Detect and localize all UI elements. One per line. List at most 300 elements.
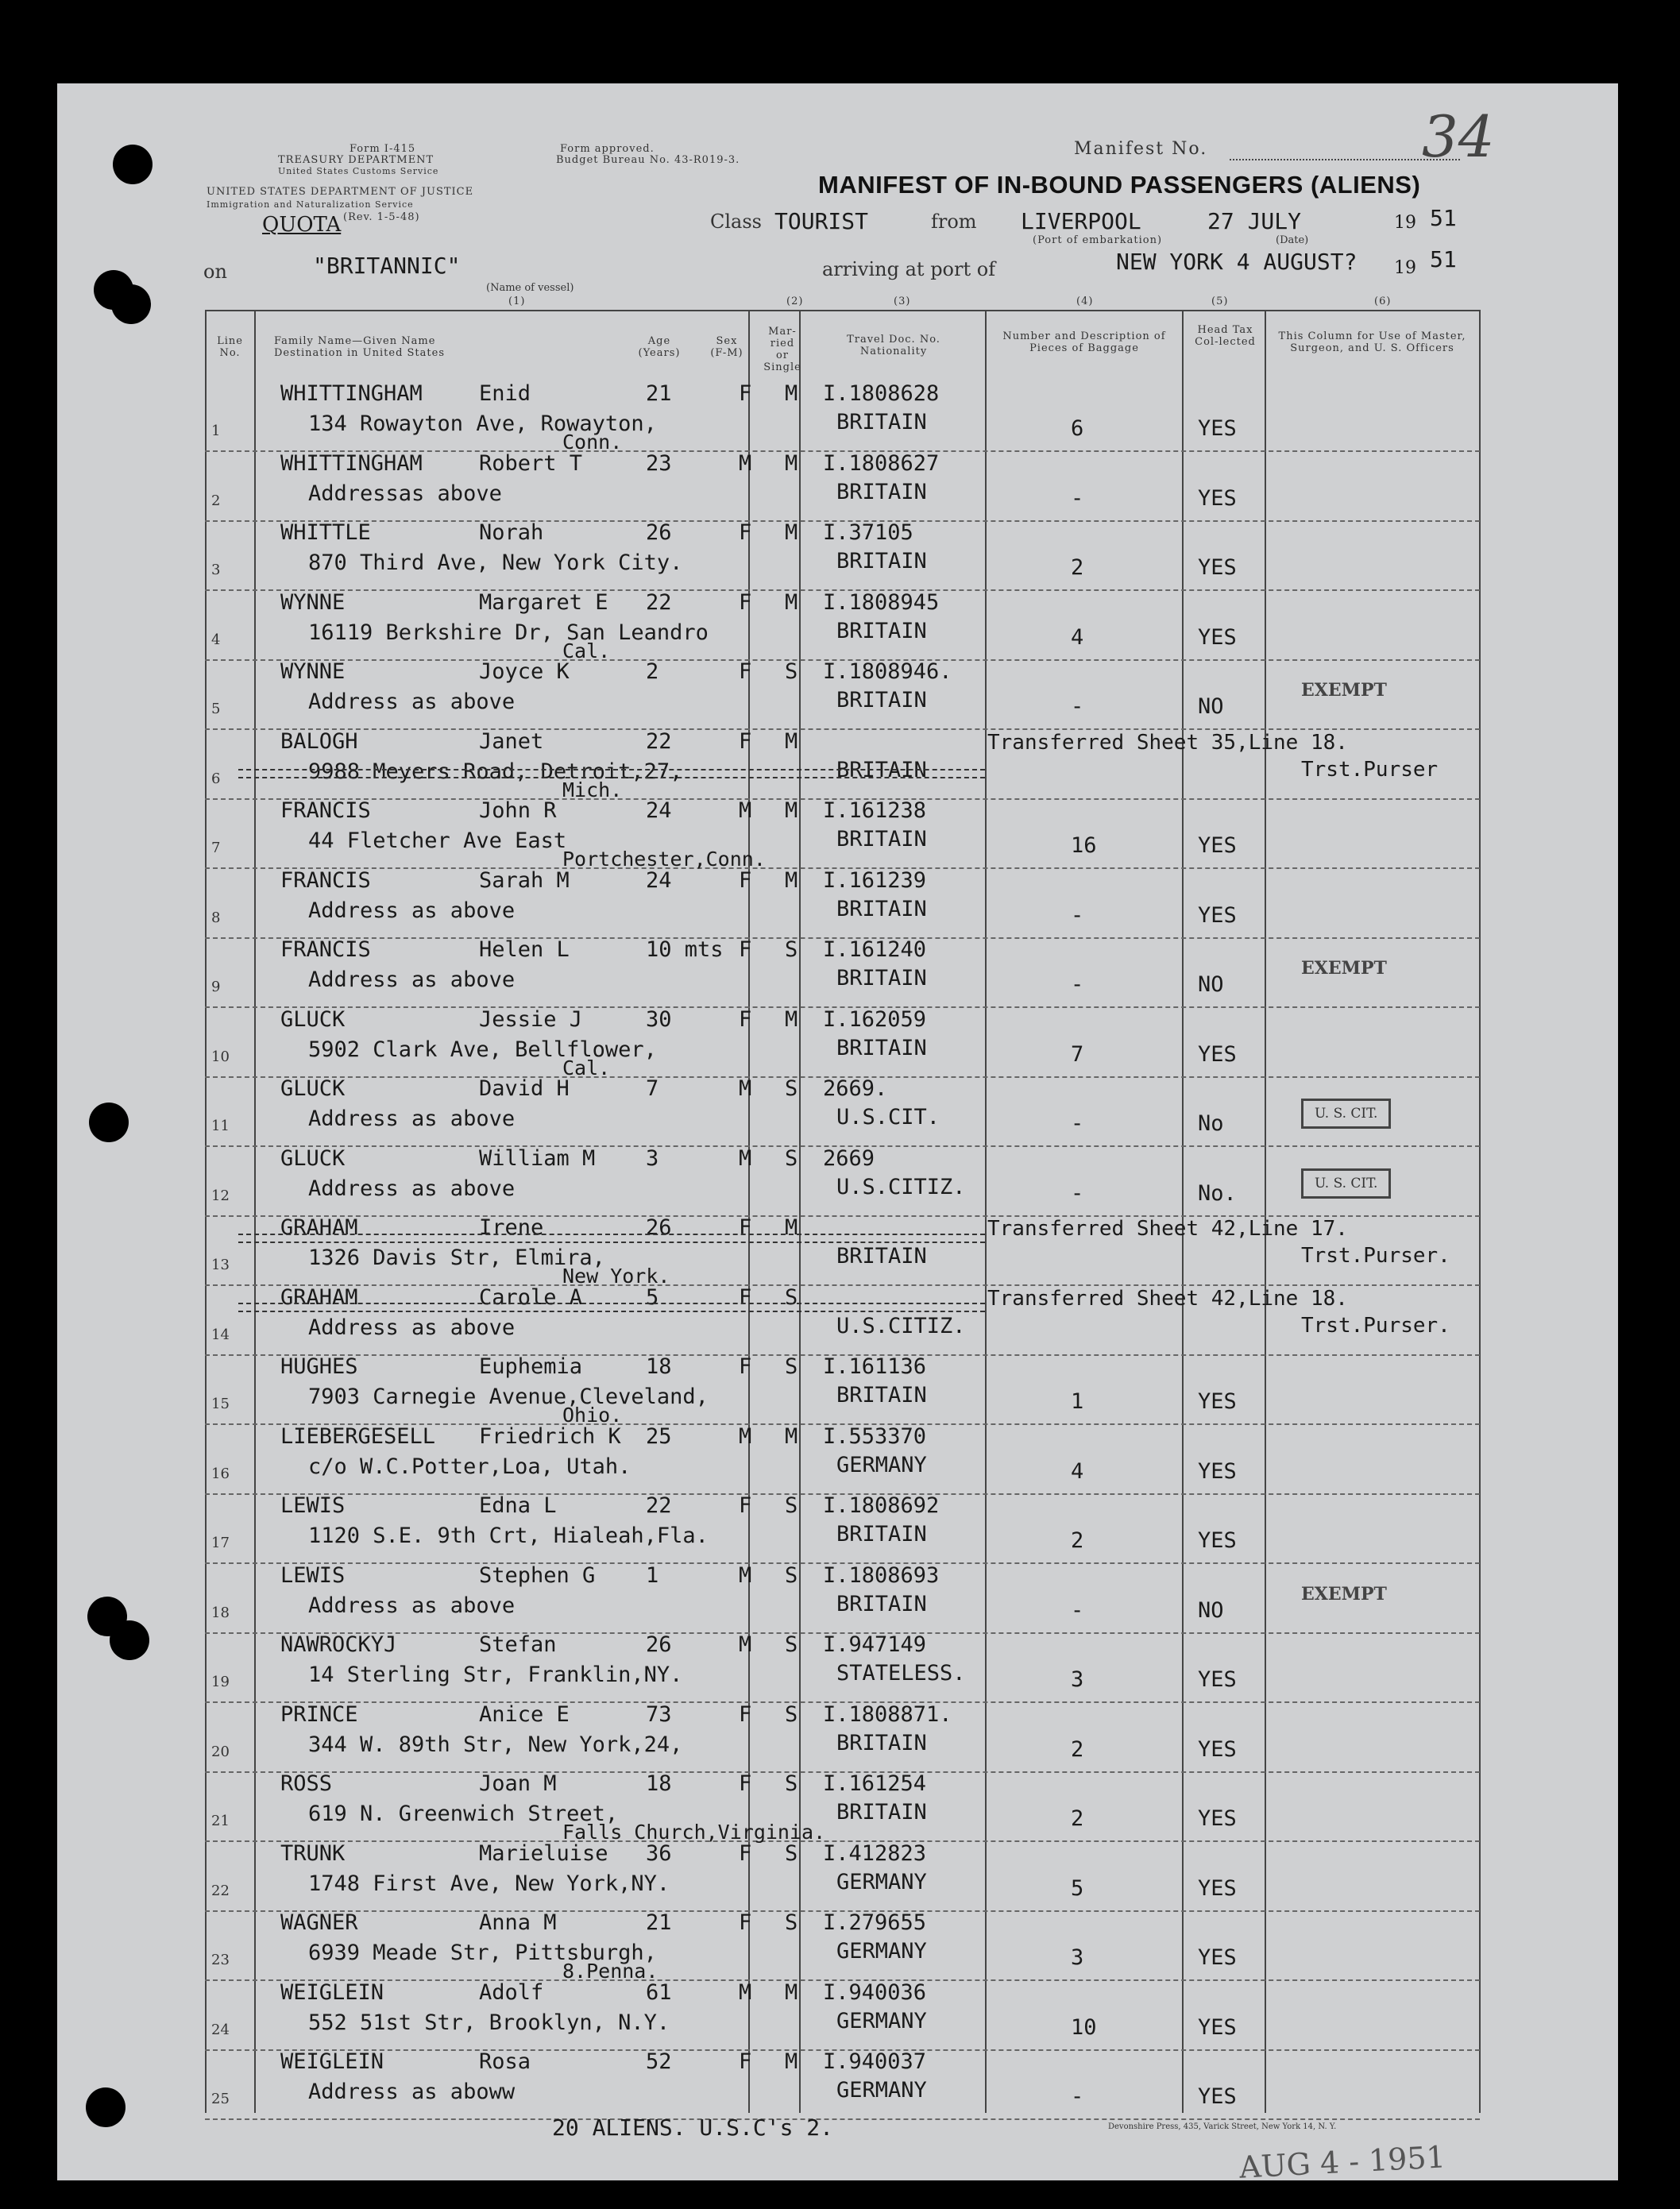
class-label: Class xyxy=(710,210,762,233)
punch-hole xyxy=(113,145,153,184)
address-line1: 1120 S.E. 9th Crt, Hialeah,Fla. xyxy=(308,1524,709,1548)
manifest-number: 34 xyxy=(1422,103,1495,170)
marital-status: S xyxy=(785,1354,798,1379)
age: 36 xyxy=(646,1840,672,1866)
table-row xyxy=(205,1076,1480,1147)
family-name: WHITTINGHAM xyxy=(280,381,423,406)
table-row xyxy=(205,1980,1480,2051)
nationality: GERMANY xyxy=(836,1452,927,1477)
manifest-no-label: Manifest No. xyxy=(1074,139,1208,159)
marital-status: M xyxy=(785,381,798,406)
given-name: William M xyxy=(479,1145,596,1171)
table-row xyxy=(205,1563,1480,1634)
travel-doc-number: 2669. xyxy=(823,1076,888,1101)
table-row xyxy=(205,1841,1480,1912)
line-number: 3 xyxy=(211,562,221,578)
head-tax: YES xyxy=(1198,1389,1237,1414)
marital-status: M xyxy=(785,798,798,823)
head-tax: NO xyxy=(1198,1597,1224,1623)
page-title: MANIFEST OF IN-BOUND PASSENGERS (ALIENS) xyxy=(818,171,1421,199)
punch-hole xyxy=(110,1620,149,1660)
sex: F xyxy=(739,1910,752,1935)
address-line2: Cal. xyxy=(562,639,611,662)
age: 25 xyxy=(646,1423,672,1449)
given-name: Stefan xyxy=(479,1632,557,1657)
travel-doc-number: I.940036 xyxy=(823,1979,927,2005)
line-number: 19 xyxy=(211,1674,230,1690)
form-revision: (Rev. 1-5-48) xyxy=(343,211,420,223)
marital-status: M xyxy=(785,1215,798,1240)
baggage: 2 xyxy=(1071,1736,1084,1762)
line-number: 24 xyxy=(211,2021,230,2038)
address-line1: 1326 Davis Str, Elmira, xyxy=(308,1245,605,1270)
nationality: BRITAIN xyxy=(836,1800,927,1825)
line-number: 5 xyxy=(211,701,221,717)
given-name: David H xyxy=(479,1076,570,1101)
header-travel-doc: Travel Doc. No. Nationality xyxy=(847,334,940,357)
marital-status: S xyxy=(785,1562,798,1588)
given-name: Euphemia xyxy=(479,1354,583,1379)
marital-status: M xyxy=(785,728,798,754)
address-line1: 619 N. Greenwich Street, xyxy=(308,1802,619,1826)
sex: F xyxy=(739,1701,752,1727)
baggage: 16 xyxy=(1071,833,1097,858)
form-number: Form I-415 xyxy=(350,143,416,155)
strike-line xyxy=(238,1234,985,1235)
address-line1: Address as above xyxy=(308,1593,516,1618)
family-name: WHITTINGHAM xyxy=(280,450,423,476)
family-name: WEIGLEIN xyxy=(280,1979,384,2005)
table-row xyxy=(205,590,1480,661)
nationality: STATELESS. xyxy=(836,1661,966,1686)
given-name: Helen L xyxy=(479,937,570,962)
table-row xyxy=(205,729,1480,800)
address-line1: 6939 Meade Str, Pittsburgh, xyxy=(308,1941,657,1965)
table-row xyxy=(205,798,1480,869)
travel-doc-number: I.553370 xyxy=(823,1423,927,1449)
baggage: 2 xyxy=(1071,1806,1084,1831)
col-num-4: (4) xyxy=(1076,295,1094,307)
sex: F xyxy=(739,1215,752,1240)
family-name: FRANCIS xyxy=(280,867,371,893)
travel-doc-number: 2669 xyxy=(823,1145,875,1171)
travel-doc-number: I.1808871. xyxy=(823,1701,952,1727)
family-name: WEIGLEIN xyxy=(280,2049,384,2074)
nationality: BRITAIN xyxy=(836,1244,927,1269)
address-line1: 14 Sterling Str, Franklin,NY. xyxy=(308,1663,683,1687)
vessel-name: "BRITANNIC" xyxy=(313,253,461,279)
family-name: GLUCK xyxy=(280,1145,346,1171)
line-number: 4 xyxy=(211,631,221,648)
marital-status: M xyxy=(785,450,798,476)
travel-doc-number: I.1808945 xyxy=(823,589,940,615)
address-line2: Cal. xyxy=(562,1056,611,1079)
line-number: 20 xyxy=(211,1743,230,1760)
head-tax: NO xyxy=(1198,694,1224,719)
baggage: - xyxy=(1071,485,1084,511)
date-stamp: AUG 4 - 1951 xyxy=(1238,2139,1446,2185)
head-tax: YES xyxy=(1198,1041,1237,1067)
head-tax: YES xyxy=(1198,1528,1237,1553)
given-name: Anna M xyxy=(479,1910,557,1935)
col-num-2: (2) xyxy=(786,295,804,307)
line-number: 15 xyxy=(211,1396,230,1412)
marital-status: M xyxy=(785,2049,798,2074)
baggage: 3 xyxy=(1071,1945,1084,1970)
marital-status: S xyxy=(785,937,798,962)
arriving-label: arriving at port of xyxy=(822,258,996,280)
baggage: 4 xyxy=(1071,624,1084,650)
given-name: Janet xyxy=(479,728,544,754)
sex: M xyxy=(739,1423,752,1449)
baggage: - xyxy=(1071,1111,1084,1136)
given-name: Margaret E xyxy=(479,589,608,615)
age: 10 mts xyxy=(646,937,724,962)
year-prefix-2: 19 xyxy=(1394,258,1416,278)
marital-status: S xyxy=(785,1145,798,1171)
address-line1: Address as above xyxy=(308,898,516,923)
printer-imprint: Devonshire Press, 435, Varick Street, New York 14, N. Y. xyxy=(1108,2122,1337,2131)
port-embarkation-label: (Port of embarkation) xyxy=(1033,234,1163,246)
travel-doc-number: I.279655 xyxy=(823,1910,927,1935)
family-name: BALOGH xyxy=(280,728,358,754)
given-name: Norah xyxy=(479,520,544,545)
officer-note: U. S. CIT. xyxy=(1301,1099,1391,1129)
nationality: BRITAIN xyxy=(836,1591,927,1616)
officer-note: EXEMPT xyxy=(1301,958,1387,979)
given-name: Adolf xyxy=(479,1979,544,2005)
baggage: 4 xyxy=(1071,1458,1084,1484)
family-name: FRANCIS xyxy=(280,937,371,962)
marital-status: S xyxy=(785,659,798,684)
travel-doc-number: I.1808692 xyxy=(823,1493,940,1518)
officer-note: EXEMPT xyxy=(1301,680,1387,701)
age: 18 xyxy=(646,1771,672,1796)
age: 22 xyxy=(646,1493,672,1518)
nationality: BRITAIN xyxy=(836,827,927,852)
line-number: 22 xyxy=(211,1882,230,1899)
head-tax: No xyxy=(1198,1111,1224,1136)
strike-line xyxy=(238,1311,985,1312)
head-tax: YES xyxy=(1198,833,1237,858)
nationality: BRITAIN xyxy=(836,549,927,573)
marital-status: M xyxy=(785,520,798,545)
age: 30 xyxy=(646,1006,672,1032)
line-number: 18 xyxy=(211,1604,230,1621)
given-name: Stephen G xyxy=(479,1562,596,1588)
line-number: 10 xyxy=(211,1048,230,1065)
age: 73 xyxy=(646,1701,672,1727)
address-line1: c/o W.C.Potter,Loa, Utah. xyxy=(308,1454,631,1479)
nationality: BRITAIN xyxy=(836,410,927,434)
dept-customs: United States Customs Service xyxy=(278,166,439,176)
address-line1: Address as above xyxy=(308,1315,516,1340)
officer-note: Trst.Purser xyxy=(1301,757,1439,782)
sex: M xyxy=(739,1632,752,1657)
sex: F xyxy=(739,589,752,615)
baggage: 2 xyxy=(1071,555,1084,580)
sex: F xyxy=(739,1284,752,1310)
baggage: 6 xyxy=(1071,416,1084,441)
head-tax: YES xyxy=(1198,555,1237,580)
line-number: 21 xyxy=(211,1813,230,1829)
marital-status: M xyxy=(785,1006,798,1032)
table-row xyxy=(205,1007,1480,1078)
marital-status: S xyxy=(785,1701,798,1727)
head-tax: YES xyxy=(1198,1945,1237,1970)
address-line1: Addressas above xyxy=(308,481,502,506)
address-line1: 16119 Berkshire Dr, San Leandro xyxy=(308,620,709,645)
table-row xyxy=(205,1424,1480,1495)
baggage: - xyxy=(1071,2084,1084,2109)
sex: F xyxy=(739,1840,752,1866)
baggage: 7 xyxy=(1071,1041,1084,1067)
age: 3 xyxy=(646,1145,659,1171)
dept-treasury: TREASURY DEPARTMENT xyxy=(278,154,434,166)
sex: F xyxy=(739,1493,752,1518)
address-line1: 870 Third Ave, New York City. xyxy=(308,550,683,575)
given-name: John R xyxy=(479,798,557,823)
age: 23 xyxy=(646,450,672,476)
family-name: GRAHAM xyxy=(280,1215,358,1240)
head-tax: YES xyxy=(1198,2084,1237,2109)
given-name: Anice E xyxy=(479,1701,570,1727)
nationality: U.S.CIT. xyxy=(836,1105,940,1130)
nationality: U.S.CITIZ. xyxy=(836,1174,966,1199)
line-number: 25 xyxy=(211,2091,230,2107)
head-tax: YES xyxy=(1198,1875,1237,1901)
sex: F xyxy=(739,1006,752,1032)
baggage: 10 xyxy=(1071,2014,1097,2040)
family-name: WYNNE xyxy=(280,589,346,615)
head-tax: YES xyxy=(1198,416,1237,441)
family-name: HUGHES xyxy=(280,1354,358,1379)
line-number: 7 xyxy=(211,840,221,856)
address-line1: Address as above xyxy=(308,967,516,992)
dept-justice: UNITED STATES DEPARTMENT OF JUSTICE xyxy=(207,186,474,198)
marital-status: S xyxy=(785,1840,798,1866)
strike-line xyxy=(238,777,985,778)
sex: F xyxy=(739,867,752,893)
table-row xyxy=(205,937,1480,1008)
sex: F xyxy=(739,1771,752,1796)
line-number: 1 xyxy=(211,423,221,439)
nationality: U.S.CITIZ. xyxy=(836,1313,966,1338)
family-name: WHITTLE xyxy=(280,520,371,545)
table-row xyxy=(205,520,1480,591)
table-row xyxy=(205,1702,1480,1773)
dept-immigration: Immigration and Naturalization Service xyxy=(207,199,414,210)
travel-doc-number: I.1808627 xyxy=(823,450,940,476)
baggage: 1 xyxy=(1071,1389,1084,1414)
age: 1 xyxy=(646,1562,659,1588)
table-row xyxy=(205,1771,1480,1842)
nationality: BRITAIN xyxy=(836,1383,927,1408)
on-label: on xyxy=(203,261,227,283)
marital-status: S xyxy=(785,1771,798,1796)
address-line1: Address as above xyxy=(308,689,516,714)
table-row xyxy=(205,1910,1480,1981)
sex: F xyxy=(739,381,752,406)
address-line2: Conn. xyxy=(562,431,623,454)
address-line2: Falls Church,Virginia. xyxy=(562,1821,826,1844)
head-tax: YES xyxy=(1198,1667,1237,1692)
age: 24 xyxy=(646,867,672,893)
sex: M xyxy=(739,1076,752,1101)
address-line1: 7903 Carnegie Avenue,Cleveland, xyxy=(308,1384,709,1409)
table-row xyxy=(205,381,1480,452)
line-number: 14 xyxy=(211,1326,230,1343)
travel-doc-number: I.1808693 xyxy=(823,1562,940,1588)
address-line2: Portchester,Conn. xyxy=(562,848,766,871)
departure-date: 27 JULY xyxy=(1207,208,1302,234)
baggage: - xyxy=(1071,902,1084,928)
family-name: GRAHAM xyxy=(280,1284,358,1310)
travel-doc-number: I.412823 xyxy=(823,1840,927,1866)
col-num-3: (3) xyxy=(894,295,911,307)
address-line1: Address as above xyxy=(308,1176,516,1201)
address-line1: 1748 First Ave, New York,NY. xyxy=(308,1871,670,1896)
summary-count: 20 ALIENS. U.S.C's 2. xyxy=(552,2114,834,2141)
sex: F xyxy=(739,728,752,754)
line-number: 13 xyxy=(211,1257,230,1273)
age: 7 xyxy=(646,1076,659,1101)
family-name: LEWIS xyxy=(280,1493,346,1518)
col-num-1: (1) xyxy=(508,295,526,307)
given-name: Joan M xyxy=(479,1771,557,1796)
table-row xyxy=(205,1215,1480,1286)
travel-doc-number: I.161240 xyxy=(823,937,927,962)
sex: M xyxy=(739,1979,752,2005)
table-row xyxy=(205,1493,1480,1564)
header-head-tax: Head Tax Col-lected xyxy=(1195,324,1256,348)
year-prefix-1: 19 xyxy=(1394,213,1416,233)
baggage: Transferred Sheet 42,Line 18. xyxy=(987,1286,1348,1311)
header-line-no: Line No. xyxy=(217,335,243,359)
baggage: 3 xyxy=(1071,1667,1084,1692)
age: 18 xyxy=(646,1354,672,1379)
age: 22 xyxy=(646,728,672,754)
head-tax: YES xyxy=(1198,485,1237,511)
arrival-year: 51 xyxy=(1430,246,1457,272)
date-label: (Date) xyxy=(1276,234,1309,246)
marital-status: M xyxy=(785,1423,798,1449)
age: 26 xyxy=(646,520,672,545)
travel-doc-number: I.1808628 xyxy=(823,381,940,406)
line-number: 16 xyxy=(211,1465,230,1482)
header-officers: This Column for Use of Master, Surgeon, and U. S. Officers xyxy=(1278,330,1466,354)
given-name: Sarah M xyxy=(479,867,570,893)
header-age: Age (Years) xyxy=(638,335,681,359)
header-sex: Sex (F-M) xyxy=(710,335,743,359)
family-name: FRANCIS xyxy=(280,798,371,823)
nationality: GERMANY xyxy=(836,2078,927,2103)
given-name: Joyce K xyxy=(479,659,570,684)
from-label: from xyxy=(931,210,977,233)
sex: M xyxy=(739,1562,752,1588)
baggage: 5 xyxy=(1071,1875,1084,1901)
table-row xyxy=(205,868,1480,939)
line-number: 12 xyxy=(211,1187,230,1204)
class-value: TOURIST xyxy=(774,208,869,234)
col-num-5: (5) xyxy=(1211,295,1229,307)
table-row xyxy=(205,1354,1480,1425)
given-name: Rosa xyxy=(479,2049,531,2074)
given-name: Robert T xyxy=(479,450,583,476)
line-number: 9 xyxy=(211,979,221,995)
given-name: Irene xyxy=(479,1215,544,1240)
marital-status: M xyxy=(785,867,798,893)
given-name: Friedrich K xyxy=(479,1423,621,1449)
marital-status: M xyxy=(785,1979,798,2005)
given-name: Carole A xyxy=(479,1284,583,1310)
head-tax: No. xyxy=(1198,1180,1237,1206)
address-line1: 552 51st Str, Brooklyn, N.Y. xyxy=(308,2010,670,2035)
nationality: GERMANY xyxy=(836,1869,927,1894)
address-line2: Mich. xyxy=(562,778,623,801)
age: 5 xyxy=(646,1284,659,1310)
address-line1: 5902 Clark Ave, Bellflower, xyxy=(308,1037,657,1062)
address-line1: Address as aboww xyxy=(308,2080,516,2104)
address-line1: 134 Rowayton Ave, Rowayton, xyxy=(308,411,657,436)
nationality: BRITAIN xyxy=(836,966,927,991)
travel-doc-number: I.37105 xyxy=(823,520,913,545)
age: 26 xyxy=(646,1632,672,1657)
given-name: Jessie J xyxy=(479,1006,583,1032)
table-row xyxy=(205,2049,1480,2120)
head-tax: YES xyxy=(1198,1736,1237,1762)
baggage: Transferred Sheet 42,Line 17. xyxy=(987,1217,1348,1241)
nationality: BRITAIN xyxy=(836,1035,927,1060)
travel-doc-number: I.161254 xyxy=(823,1771,927,1796)
nationality: BRITAIN xyxy=(836,896,927,921)
vessel-name-label: (Name of vessel) xyxy=(486,282,574,294)
sex: F xyxy=(739,2049,752,2074)
marital-status: S xyxy=(785,1493,798,1518)
address-line1: Address as above xyxy=(308,1106,516,1131)
family-name: ROSS xyxy=(280,1771,333,1796)
nationality: BRITAIN xyxy=(836,1522,927,1547)
age: 21 xyxy=(646,381,672,406)
form-approved: Form approved. xyxy=(560,143,655,155)
head-tax: YES xyxy=(1198,1806,1237,1831)
officer-note: Trst.Purser. xyxy=(1301,1244,1450,1268)
travel-doc-number: I.161238 xyxy=(823,798,927,823)
sex: F xyxy=(739,937,752,962)
departure-year: 51 xyxy=(1430,205,1457,231)
sex: M xyxy=(739,1145,752,1171)
address-line2: Ohio. xyxy=(562,1404,623,1427)
travel-doc-number: I.947149 xyxy=(823,1632,927,1657)
marital-status: S xyxy=(785,1632,798,1657)
nationality: BRITAIN xyxy=(836,618,927,643)
line-number: 23 xyxy=(211,1952,230,1968)
given-name: Marieluise xyxy=(479,1840,608,1866)
marital-status: S xyxy=(785,1284,798,1310)
table-row xyxy=(205,1632,1480,1703)
punch-hole xyxy=(111,284,151,324)
strike-line xyxy=(238,769,985,770)
head-tax: YES xyxy=(1198,1458,1237,1484)
header-baggage: Number and Description of Pieces of Baggage xyxy=(1002,330,1166,354)
marital-status: S xyxy=(785,1076,798,1101)
punch-hole xyxy=(86,2087,126,2127)
travel-doc-number: I.161239 xyxy=(823,867,927,893)
nationality: GERMANY xyxy=(836,1939,927,1964)
punch-hole xyxy=(89,1103,129,1142)
address-line2: New York. xyxy=(562,1265,670,1288)
officer-note: U. S. CIT. xyxy=(1301,1168,1391,1199)
